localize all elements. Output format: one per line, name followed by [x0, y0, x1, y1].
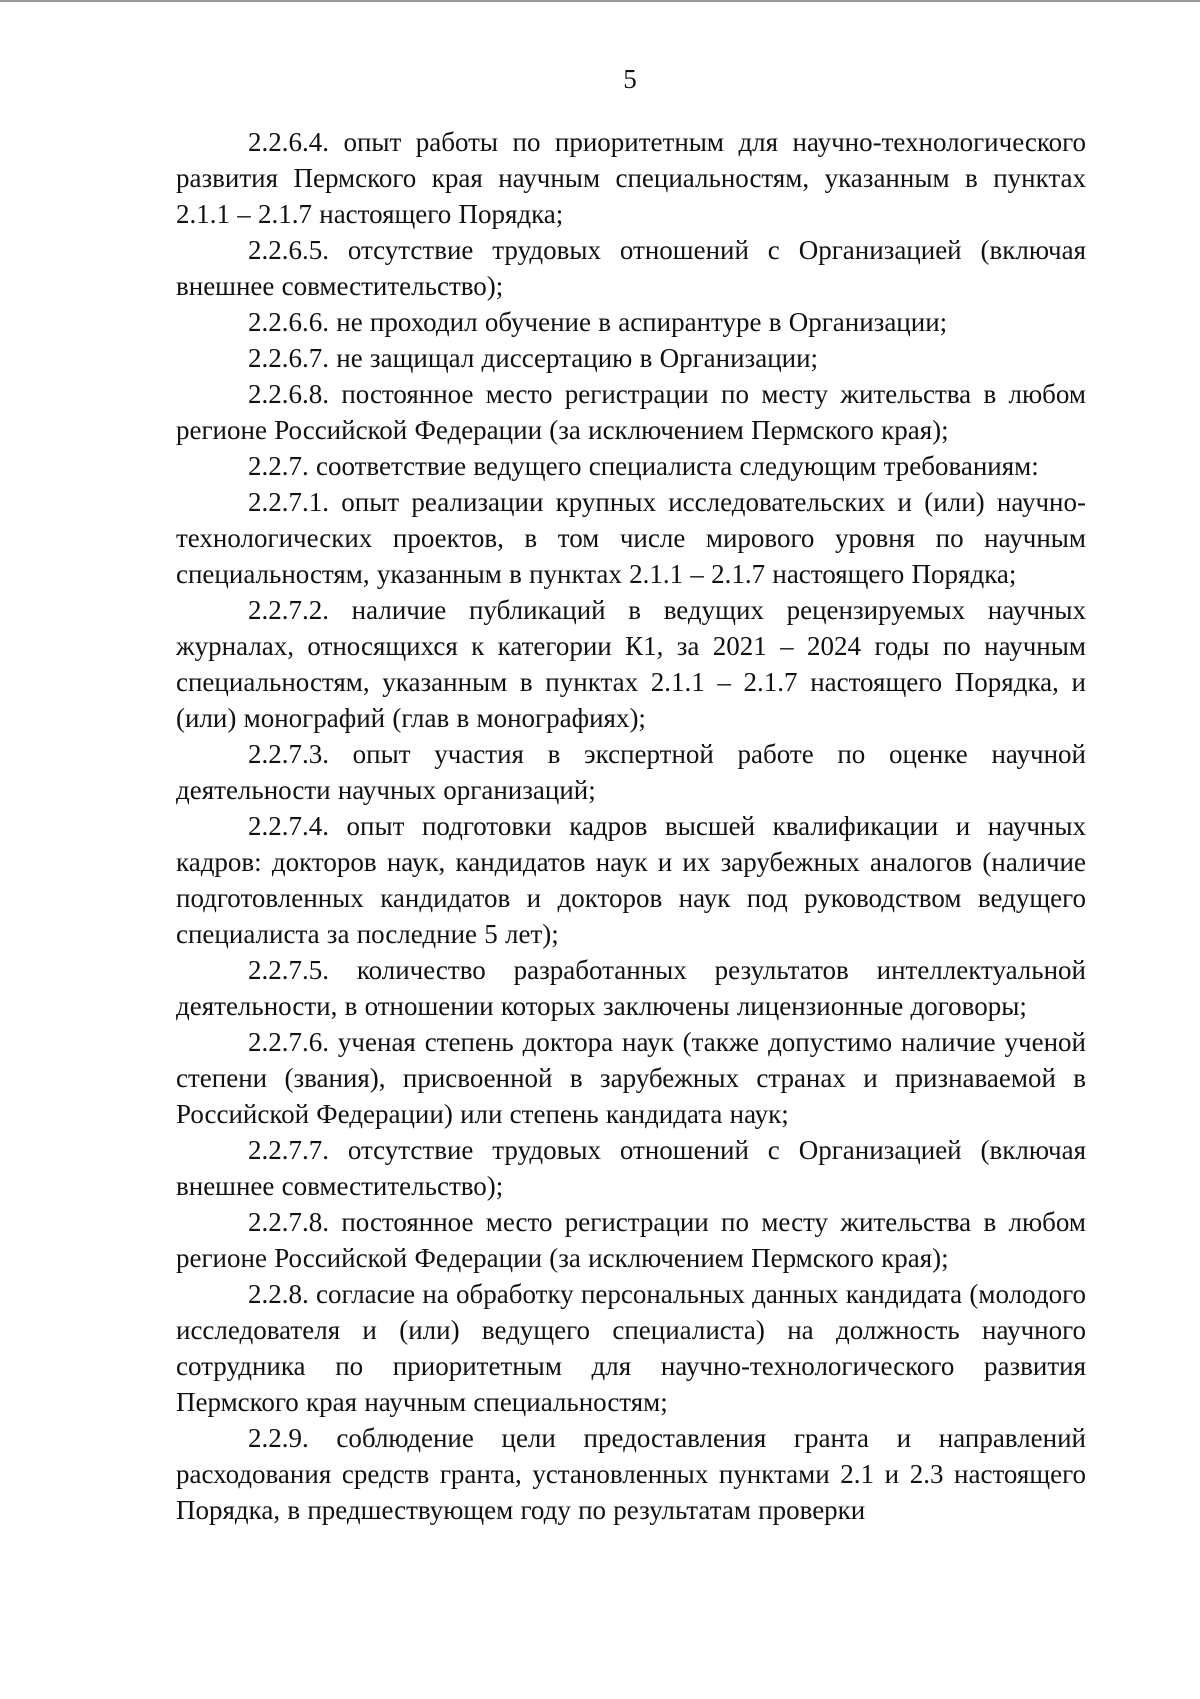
document-body — [176, 124, 1086, 1528]
paragraph-2-2-7-3: 2.2.7.3. опыт участия в экспертной работе по оценке научной деятельности научных организаций; — [176, 739, 1086, 805]
paragraph-2-2-7-1: 2.2.7.1. опыт реализации крупных исследовательских и (или) научно-технологических проектов, в том числе мирового уровня по научным специальностям, указанным в пунктах 2.1.1 – 2.1.7 настоящего Порядка; — [176, 487, 1086, 589]
paragraph-2-2-9: 2.2.9. соблюдение цели предоставления гранта и направлений расходования средств гранта, установленных пунктами 2.1 и 2.3 настоящего Порядка, в предшествующем году по результатам проверки — [176, 1423, 1086, 1525]
paragraph-2-2-7-8: 2.2.7.8. постоянное место регистрации по месту жительства в любом регионе Российской Федерации (за исключением Пермского края); — [176, 1207, 1086, 1273]
paragraph-2-2-6-5: 2.2.6.5. отсутствие трудовых отношений с Организацией (включая внешнее совместительство); — [176, 235, 1086, 301]
paragraph-2-2-7-5: 2.2.7.5. количество разработанных результатов интеллектуальной деятельности, в отношении которых заключены лицензионные договоры; — [176, 955, 1086, 1021]
page-number: 5 — [623, 64, 637, 94]
paragraph-2-2-7-7: 2.2.7.7. отсутствие трудовых отношений с Организацией (включая внешнее совместительство); — [176, 1135, 1086, 1201]
paragraph-2-2-7: 2.2.7. соответствие ведущего специалиста следующим требованиям: — [248, 451, 1039, 481]
paragraph-2-2-6-8: 2.2.6.8. постоянное место регистрации по месту жительства в любом регионе Российской Федерации (за исключением Пермского края); — [176, 379, 1086, 445]
paragraph-2-2-7-4: 2.2.7.4. опыт подготовки кадров высшей квалификации и научных кадров: докторов наук, кандидатов наук и их зарубежных аналогов (наличие подготовленных кандидатов и докторов наук под руководством ведущего специалиста за последние 5 лет); — [176, 811, 1086, 949]
paragraph-2-2-6-4: 2.2.6.4. опыт работы по приоритетным для научно-технологического развития Пермского края научным специальностям, указанным в пунктах 2.1.1 – 2.1.7 настоящего Порядка; — [176, 127, 1086, 229]
paragraph-2-2-7-2: 2.2.7.2. наличие публикаций в ведущих рецензируемых научных журналах, относящихся к категории К1, за 2021 – 2024 годы по научным специальностям, указанным в пунктах 2.1.1 – 2.1.7 настоящего Порядка, и (или) монографий (глав в монографиях); — [176, 595, 1086, 733]
paragraph-2-2-8: 2.2.8. согласие на обработку персональных данных кандидата (молодого исследователя и (или) ведущего специалиста) на должность научного сотрудника по приоритетным для научно-технологического развития Пермского края научным специальностям; — [176, 1279, 1086, 1417]
scan-edge — [0, 0, 1200, 2]
paragraph-2-2-6-7: 2.2.6.7. не защищал диссертацию в Организации; — [248, 343, 819, 373]
paragraph-2-2-6-6: 2.2.6.6. не проходил обучение в аспирантуре в Организации; — [248, 307, 948, 337]
paragraph-2-2-7-6: 2.2.7.6. ученая степень доктора наук (также допустимо наличие ученой степени (звания), присвоенной в зарубежных странах и признаваемой в Российской Федерации) или степень кандидата наук; — [176, 1027, 1086, 1129]
